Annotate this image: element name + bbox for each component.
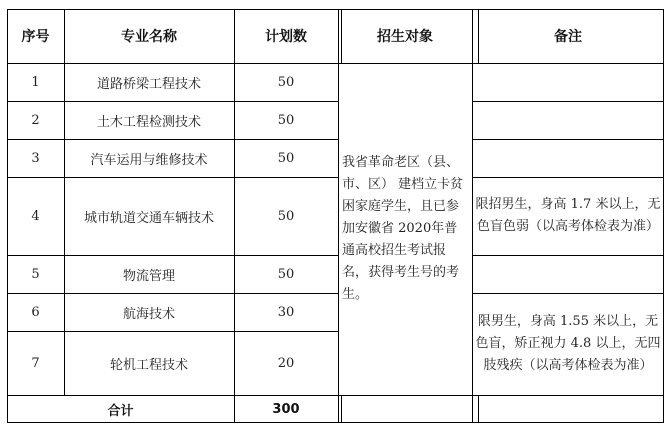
border-bottom bbox=[7, 422, 664, 423]
row-1-major: 道路桥梁工程技术 bbox=[96, 76, 201, 92]
remark-height-1-55: 限男生，身高 1.55 米以上，无色盲，矫正视力 4.8 以上，无四肢残疾（以高考体检表为准） bbox=[475, 314, 661, 373]
row-5-major: 物流管理 bbox=[122, 268, 175, 284]
row-line bbox=[472, 101, 664, 102]
enrollment-table bbox=[7, 9, 664, 423]
row-line bbox=[7, 101, 338, 102]
col-line bbox=[338, 9, 339, 423]
row-line bbox=[7, 395, 664, 396]
row-1-plan: 50 bbox=[277, 74, 295, 90]
header-index: 序号 bbox=[21, 29, 50, 45]
header-remark: 备注 bbox=[554, 29, 582, 45]
row-6-index: 6 bbox=[31, 304, 40, 320]
col-line bbox=[478, 395, 479, 423]
row-5-index: 5 bbox=[31, 266, 40, 282]
row-5-plan: 50 bbox=[277, 266, 295, 282]
header-target: 招生对象 bbox=[377, 29, 433, 45]
col-line bbox=[472, 9, 473, 423]
col-line bbox=[64, 9, 65, 395]
row-line bbox=[7, 63, 664, 64]
row-line bbox=[472, 139, 664, 140]
remark-height-1-7: 限招男生，身高 1.7 米以上，无色盲色弱（以高考体检表为准） bbox=[475, 197, 661, 234]
row-1-index: 1 bbox=[31, 74, 40, 90]
total-label: 合计 bbox=[107, 403, 134, 419]
row-line bbox=[7, 293, 338, 294]
border-left bbox=[7, 9, 8, 423]
row-3-major: 汽车运用与维修技术 bbox=[90, 152, 208, 168]
row-2-major: 土木工程检测技术 bbox=[96, 114, 201, 130]
border-right bbox=[663, 9, 664, 423]
row-line bbox=[472, 177, 664, 178]
col-line bbox=[478, 9, 479, 63]
header-plan: 计划数 bbox=[265, 29, 307, 45]
row-4-index: 4 bbox=[31, 208, 40, 224]
row-3-plan: 50 bbox=[277, 150, 295, 166]
header-major: 专业名称 bbox=[121, 29, 177, 45]
total-value: 300 bbox=[272, 401, 300, 417]
row-line bbox=[7, 331, 338, 332]
row-7-major: 轮机工程技术 bbox=[109, 357, 188, 373]
row-line bbox=[7, 255, 338, 256]
row-7-index: 7 bbox=[31, 355, 40, 371]
col-line bbox=[234, 9, 235, 423]
row-6-major: 航海技术 bbox=[122, 306, 175, 322]
target-description: 我省革命老区（县、市、区） 建档立卡贫困家庭学生，且已参加安徽省 2020年普通高校招生考试报名，获得考生号的考生。 bbox=[342, 155, 464, 302]
row-line bbox=[7, 139, 338, 140]
col-line bbox=[341, 395, 342, 423]
row-6-plan: 30 bbox=[277, 304, 295, 320]
row-3-index: 3 bbox=[31, 150, 40, 166]
row-line bbox=[472, 293, 664, 294]
border-top bbox=[7, 9, 664, 10]
row-line bbox=[7, 177, 338, 178]
row-2-plan: 50 bbox=[277, 112, 295, 128]
row-4-major: 城市轨道交通车辆技术 bbox=[83, 210, 214, 226]
col-line bbox=[341, 9, 342, 63]
row-2-index: 2 bbox=[31, 112, 40, 128]
row-line bbox=[472, 255, 664, 256]
row-7-plan: 20 bbox=[277, 355, 295, 371]
row-4-plan: 50 bbox=[277, 208, 295, 224]
